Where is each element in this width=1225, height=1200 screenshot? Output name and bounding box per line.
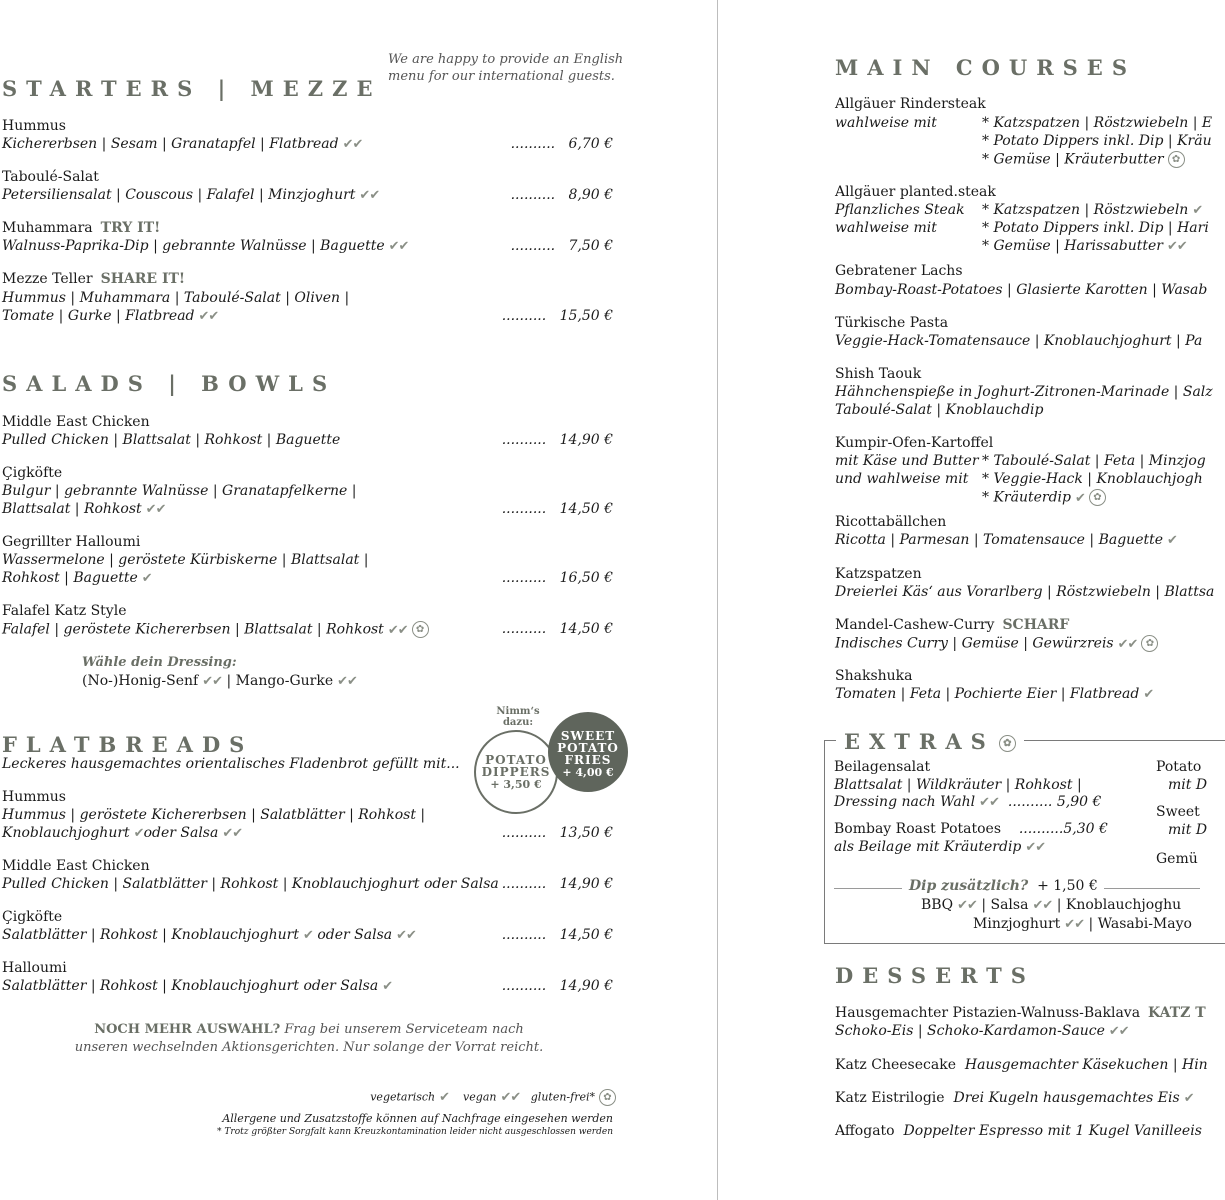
- starter-mezze-desc-2: Tomate | Gurke | Flatbread ✔✔: [2, 308, 219, 324]
- starter-taboule-price: .......... 8,90 €: [510, 187, 613, 203]
- vegan-icon: ✔✔: [388, 239, 409, 254]
- promo-label: Nimm‘s dazu:: [496, 706, 540, 728]
- starter-muhammara-name: Muhammara TRY IT!: [2, 220, 161, 236]
- dressing-label: Wähle dein Dressing:: [82, 655, 237, 670]
- gluten-free-icon: ✿: [1141, 635, 1158, 652]
- flat-chicken-price: .......... 14,90 €: [501, 876, 613, 892]
- gluten-free-icon: ✿: [1168, 151, 1185, 168]
- extras-gemuese-name: Gemü: [1156, 851, 1198, 867]
- main-pasta-desc: Veggie-Hack-Tomatensauce | Knoblauchjoghurt | Pa: [835, 333, 1203, 349]
- vegetarian-icon: ✔: [1074, 490, 1085, 506]
- starter-taboule-name: Taboulé-Salat: [2, 169, 99, 185]
- vegan-icon: ✔✔: [337, 674, 357, 689]
- main-planted-option-2: * Potato Dippers inkl. Dip | Hari: [982, 220, 1209, 236]
- main-pasta-name: Türkische Pasta: [835, 315, 949, 331]
- flat-hummus-desc: Hummus | geröstete Kichererbsen | Salatblätter | Rohkost |: [2, 807, 426, 823]
- katz-badge: KATZ T: [1148, 1005, 1206, 1021]
- desserts-heading: DESSERTS: [835, 963, 1035, 988]
- sweet-potato-fries-badge: [548, 712, 628, 792]
- main-courses-heading: MAIN COURSES: [835, 55, 1136, 80]
- vegan-icon: ✔✔: [198, 309, 219, 324]
- english-note-line-1: We are happy to provide an English: [388, 52, 624, 67]
- salad-halloumi-name: Gegrillter Halloumi: [2, 534, 141, 550]
- main-kumpir-label-1: mit Käse und Butter: [835, 453, 979, 469]
- potato-dippers-price: + 3,50 €: [490, 778, 542, 791]
- flat-halloumi-desc: Salatblätter | Rohkost | Knoblauchjoghurt oder Salsa ✔: [2, 978, 393, 994]
- main-rindersteak-name: Allgäuer Rindersteak: [835, 96, 986, 112]
- dip-divider-right: [1104, 888, 1200, 889]
- starter-mezze-price: .......... 15,50 €: [501, 308, 613, 324]
- main-ricotta-desc: Ricotta | Parmesan | Tomatensauce | Baguette ✔: [835, 532, 1177, 548]
- main-kumpir-option-1: * Taboulé-Salat | Feta | Minzjog: [982, 453, 1206, 469]
- potato-dippers-badge: [474, 730, 558, 814]
- flat-cigkofte-desc: Salatblätter | Rohkost | Knoblauchjoghurt ✔ oder Salsa ✔✔: [2, 927, 416, 943]
- flat-halloumi-price: .......... 14,90 €: [501, 978, 613, 994]
- extras-bombay-name: Bombay Roast Potatoes ..........5,30 €: [834, 821, 1108, 837]
- vegetarian-icon: ✔: [382, 979, 393, 994]
- sweet-potato-line1: SWEET: [560, 729, 616, 743]
- main-taouk-desc-2: Taboulé-Salat | Knoblauchdip: [835, 402, 1044, 418]
- salad-cigkofte-name: Çigköfte: [2, 465, 63, 481]
- main-kumpir-label-2: und wahlweise mit: [835, 471, 969, 487]
- salad-halloumi-price: .......... 16,50 €: [501, 570, 613, 586]
- salad-falafel-price: .......... 14,50 €: [501, 621, 613, 637]
- vegan-icon: ✔✔: [500, 1089, 521, 1105]
- try-it-badge: TRY IT!: [100, 220, 161, 236]
- extras-potato-desc: mit D: [1168, 777, 1208, 793]
- main-planted-name: Allgäuer planted.steak: [835, 184, 996, 200]
- starter-mezze-name: Mezze Teller SHARE IT!: [2, 271, 186, 287]
- flat-hummus-price: .......... 13,50 €: [501, 825, 613, 841]
- flat-chicken-desc: Pulled Chicken | Salatblätter | Rohkost | Knoblauchjoghurt oder Salsa: [2, 876, 499, 892]
- main-rindersteak-option-3: * Gemüse | Kräuterbutter ✿: [982, 151, 1185, 168]
- main-rindersteak-option-1: * Katzspatzen | Röstzwiebeln | E: [982, 115, 1213, 131]
- salad-cigkofte-desc-2: Blattsalat | Rohkost ✔✔: [2, 501, 166, 517]
- salad-chicken-desc: Pulled Chicken | Blattsalat | Rohkost | Baguette: [2, 432, 341, 448]
- vegan-icon: ✔✔: [979, 795, 999, 810]
- vegetarian-icon: ✔: [141, 571, 152, 586]
- extras-beilagensalat-desc-2: Dressing nach Wahl ✔✔ .......... 5,90 €: [834, 794, 1102, 810]
- main-kumpir-option-2: * Veggie-Hack | Knoblauchjogh: [982, 471, 1203, 487]
- dessert-baklava-name: Hausgemachter Pistazien-Walnuss-Baklava KATZ T: [835, 1005, 1206, 1021]
- dip-options-line-2: Minzjoghurt ✔✔ | Wasabi-Mayo: [973, 916, 1192, 932]
- flat-cigkofte-price: .......... 14,50 €: [501, 927, 613, 943]
- main-lachs-desc: Bombay-Roast-Potatoes | Glasierte Karotten | Wasab: [835, 282, 1208, 298]
- main-planted-label-2: wahlweise mit: [835, 220, 937, 236]
- salad-halloumi-desc: Wassermelone | geröstete Kürbiskerne | Blattsalat |: [2, 552, 369, 568]
- sweet-potato-line2: POTATO: [557, 741, 619, 755]
- vegetarian-icon: ✔: [1167, 533, 1177, 548]
- main-katzspatzen-name: Katzspatzen: [835, 566, 922, 582]
- potato-dippers-line1: POTATO: [485, 753, 547, 767]
- sweet-potato-line3: FRIES: [564, 753, 612, 767]
- dressing-options: (No-)Honig-Senf ✔✔ | Mango-Gurke ✔✔: [82, 673, 357, 689]
- page-divider: [717, 0, 718, 1200]
- flatbreads-subtitle: Leckeres hausgemachtes orientalisches Fladenbrot gefüllt mit...: [2, 756, 460, 772]
- salad-halloumi-desc-2: Rohkost | Baguette ✔: [2, 570, 152, 586]
- flat-cigkofte-name: Çigköfte: [2, 909, 63, 925]
- vegan-icon: ✔✔: [222, 826, 243, 841]
- vegetarian-icon: ✔: [1183, 1091, 1194, 1106]
- main-planted-label-1: Pflanzliches Steak: [835, 202, 965, 218]
- gluten-free-icon: ✿: [599, 1089, 616, 1106]
- starter-muhammara-desc: Walnuss-Paprika-Dip | gebrannte Walnüsse | Baguette ✔✔: [2, 238, 409, 254]
- salad-cigkofte-price: .......... 14,50 €: [501, 501, 613, 517]
- starter-mezze-desc: Hummus | Muhammara | Taboulé-Salat | Oliven |: [2, 290, 350, 306]
- main-kumpir-name: Kumpir-Ofen-Kartoffel: [835, 435, 994, 451]
- english-note-line-2: menu for our international guests.: [388, 69, 615, 84]
- extras-beilagensalat-desc: Blattsalat | Wildkräuter | Rohkost |: [834, 777, 1082, 793]
- main-taouk-desc: Hähnchenspieße in Joghurt-Zitronen-Marinade | Salz: [835, 384, 1213, 400]
- vegetarian-icon: ✔: [1192, 203, 1203, 218]
- vegan-icon: ✔✔: [202, 674, 223, 689]
- starter-hummus-name: Hummus: [2, 118, 66, 134]
- vegan-icon: ✔✔: [1064, 917, 1085, 932]
- starter-hummus-desc: Kichererbsen | Sesam | Granatapfel | Flatbread ✔✔: [2, 136, 363, 152]
- main-taouk-name: Shish Taouk: [835, 366, 922, 382]
- sweet-potato-price: + 4,00 €: [562, 766, 614, 779]
- more-choice-line-2: unseren wechselnden Aktionsgerichten. Nur solange der Vorrat reicht.: [74, 1040, 544, 1055]
- dessert-baklava-desc: Schoko-Eis | Schoko-Kardamon-Sauce ✔✔: [835, 1023, 1129, 1039]
- main-planted-option-1: * Katzspatzen | Röstzwiebeln ✔: [982, 202, 1203, 218]
- vegan-icon: ✔✔: [342, 137, 363, 152]
- salad-falafel-desc: Falafel | geröstete Kichererbsen | Blattsalat | Rohkost ✔✔ ✿: [2, 621, 429, 638]
- main-ricotta-name: Ricottabällchen: [835, 514, 947, 530]
- main-curry-name: Mandel-Cashew-Curry SCHARF: [835, 617, 1070, 633]
- main-kumpir-option-3: * Kräuterdip ✔ ✿: [982, 489, 1106, 506]
- salad-cigkofte-desc: Bulgur | gebrannte Walnüsse | Granatapfelkerne |: [2, 483, 357, 499]
- vegan-icon: ✔✔: [396, 928, 416, 943]
- vegan-icon: ✔✔: [957, 898, 977, 913]
- dessert-cheesecake: Katz Cheesecake Hausgemachter Käsekuchen | Hin: [835, 1057, 1208, 1073]
- starters-heading: STARTERS | MEZZE: [2, 76, 382, 101]
- main-lachs-name: Gebratener Lachs: [835, 263, 963, 279]
- vegan-icon: ✔✔: [387, 622, 408, 638]
- main-shakshuka-desc: Tomaten | Feta | Pochierte Eier | Flatbread ✔: [835, 686, 1154, 702]
- salad-chicken-name: Middle East Chicken: [2, 414, 150, 430]
- vegetarian-icon: ✔: [1143, 687, 1154, 702]
- diet-legend: vegetarisch ✔ vegan ✔✔ gluten-frei* ✿: [300, 1089, 616, 1106]
- salads-heading: SALADS | BOWLS: [2, 371, 337, 396]
- vegan-icon: ✔✔: [1117, 636, 1138, 652]
- dip-extra-label: Dip zusätzlich? + 1,50 €: [909, 878, 1098, 894]
- potato-dippers-line2: DIPPERS: [481, 765, 551, 779]
- cross-contamination-note: * Trotz größter Sorgfalt kann Kreuzkontamination leider nicht ausgeschlossen werden: [217, 1127, 613, 1137]
- vegan-icon: ✔✔: [1025, 840, 1046, 855]
- flat-hummus-name: Hummus: [2, 789, 66, 805]
- vegetarian-icon: ✔: [133, 826, 144, 841]
- salad-chicken-price: .......... 14,90 €: [501, 432, 613, 448]
- gluten-free-icon: ✿: [999, 735, 1016, 752]
- vegetarian-icon: ✔: [303, 928, 313, 943]
- vegan-icon: ✔✔: [359, 188, 380, 203]
- share-it-badge: SHARE IT!: [100, 271, 186, 287]
- main-planted-option-3: * Gemüse | Harissabutter ✔✔: [982, 238, 1187, 254]
- flat-halloumi-name: Halloumi: [2, 960, 67, 976]
- allergen-note: Allergene und Zusatzstoffe können auf Nachfrage eingesehen werden: [222, 1112, 613, 1125]
- dessert-affogato: Affogato Doppelter Espresso mit 1 Kugel Vanilleeis: [835, 1123, 1202, 1139]
- main-rindersteak-option-2: * Potato Dippers inkl. Dip | Kräu: [982, 133, 1212, 149]
- more-choice-line-1: NOCH MEHR AUSWAHL? Frag bei unserem Serviceteam nach: [94, 1022, 524, 1037]
- flat-hummus-desc-2: Knoblauchjoghurt ✔oder Salsa ✔✔: [2, 825, 243, 841]
- vegan-icon: ✔✔: [1108, 1024, 1129, 1039]
- main-shakshuka-name: Shakshuka: [835, 668, 913, 684]
- main-rindersteak-label: wahlweise mit: [835, 115, 937, 131]
- extras-sweet-desc: mit D: [1168, 822, 1208, 838]
- extras-sweet-name: Sweet: [1156, 804, 1200, 820]
- spicy-badge: SCHARF: [1002, 617, 1070, 633]
- extras-bombay-desc: als Beilage mit Kräuterdip ✔✔: [834, 839, 1046, 855]
- extras-heading: EXTRAS ✿: [836, 729, 1024, 754]
- starter-taboule-desc: Petersiliensalat | Couscous | Falafel | Minzjoghurt ✔✔: [2, 187, 380, 203]
- extras-beilagensalat-name: Beilagensalat: [834, 759, 931, 775]
- vegan-icon: ✔✔: [145, 502, 166, 517]
- dip-divider-left: [834, 888, 902, 889]
- flatbreads-heading: FLATBREADS: [2, 732, 254, 757]
- flat-chicken-name: Middle East Chicken: [2, 858, 150, 874]
- vegan-icon: ✔✔: [1166, 239, 1187, 254]
- gluten-free-icon: ✿: [412, 621, 429, 638]
- starter-hummus-price: .......... 6,70 €: [510, 136, 613, 152]
- main-katzspatzen-desc: Dreierlei Käs‘ aus Vorarlberg | Röstzwiebeln | Blattsa: [835, 584, 1215, 600]
- starter-muhammara-price: .......... 7,50 €: [510, 238, 613, 254]
- dip-options-line-1: BBQ ✔✔ | Salsa ✔✔ | Knoblauchjoghu: [921, 897, 1182, 913]
- extras-potato-name: Potato: [1156, 759, 1202, 775]
- salad-falafel-name: Falafel Katz Style: [2, 603, 127, 619]
- main-curry-desc: Indisches Curry | Gemüse | Gewürzreis ✔✔ ✿: [835, 635, 1158, 652]
- vegetarian-icon: ✔: [439, 1089, 450, 1105]
- vegan-icon: ✔✔: [1032, 898, 1053, 913]
- gluten-free-icon: ✿: [1089, 489, 1106, 506]
- dessert-eistrilogie: Katz Eistrilogie Drei Kugeln hausgemachtes Eis ✔: [835, 1090, 1194, 1106]
